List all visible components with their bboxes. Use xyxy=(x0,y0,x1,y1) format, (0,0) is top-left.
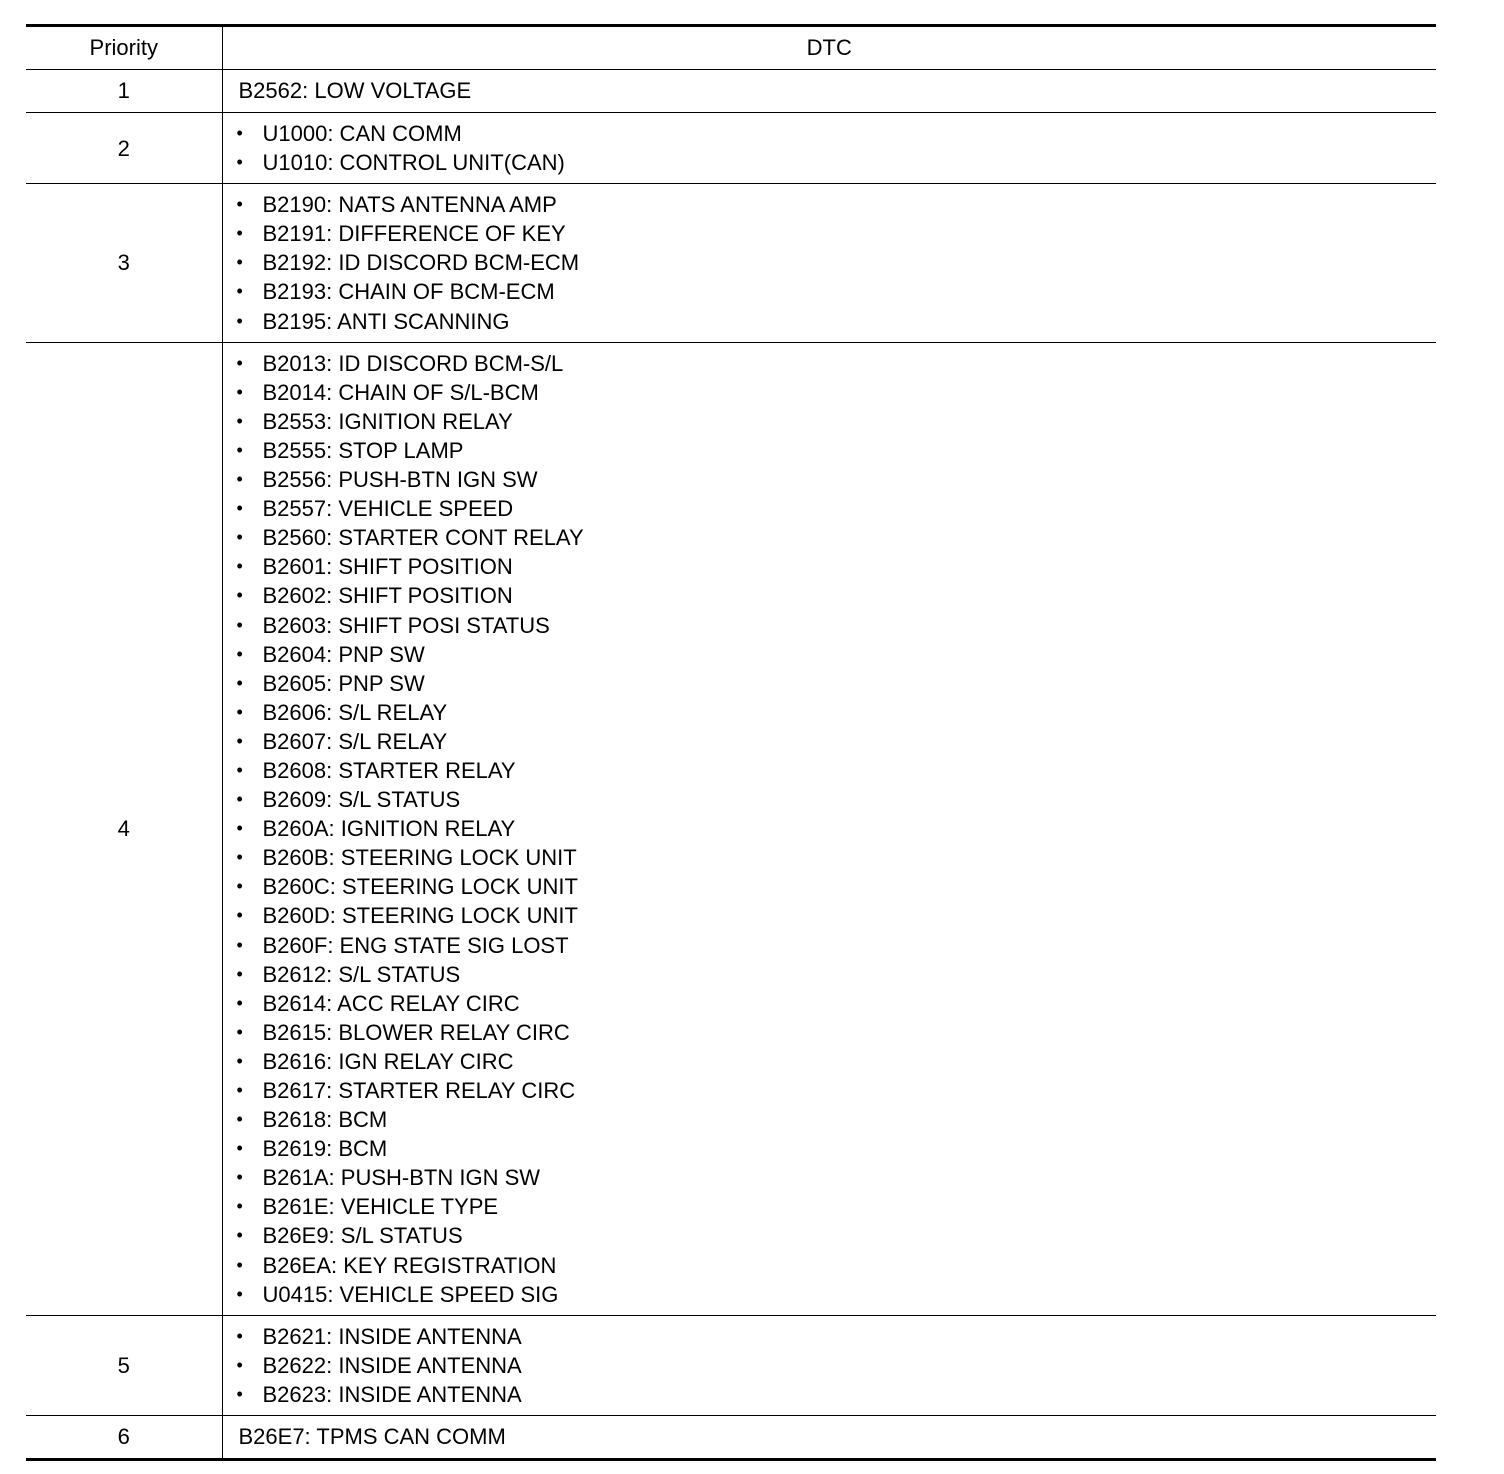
dtc-list-item: • B260C: STEERING LOCK UNIT xyxy=(237,872,1437,901)
dtc-list-item: • B26E9: S/L STATUS xyxy=(237,1221,1437,1250)
dtc-list-item: • B2622: INSIDE ANTENNA xyxy=(237,1351,1437,1380)
dtc-list-item: • B2195: ANTI SCANNING xyxy=(237,307,1437,336)
dtc-list-item: • B26EA: KEY REGISTRATION xyxy=(237,1251,1437,1280)
table-row xyxy=(26,184,1436,342)
dtc-list-item: • B260D: STEERING LOCK UNIT xyxy=(237,901,1437,930)
dtc-list-item: • B2621: INSIDE ANTENNA xyxy=(237,1322,1437,1351)
dtc-list-item: • B2604: PNP SW xyxy=(237,640,1437,669)
dtc-list-item: • B260B: STEERING LOCK UNIT xyxy=(237,843,1437,872)
dtc-list-item: • B2191: DIFFERENCE OF KEY xyxy=(237,219,1437,248)
dtc-list xyxy=(237,190,1437,335)
dtc-list xyxy=(237,119,1437,177)
dtc-list-item: • B2557: VEHICLE SPEED xyxy=(237,494,1437,523)
table-row xyxy=(26,70,1436,113)
dtc-list-item: • B2601: SHIFT POSITION xyxy=(237,552,1437,581)
dtc-column-header: DTC xyxy=(222,26,1436,70)
dtc-list-item: • B2617: STARTER RELAY CIRC xyxy=(237,1076,1437,1105)
dtc-list-item: • B2560: STARTER CONT RELAY xyxy=(237,523,1437,552)
priority-cell: 2 xyxy=(26,113,222,184)
table-row xyxy=(26,1416,1436,1460)
dtc-list-item: • B2606: S/L RELAY xyxy=(237,698,1437,727)
priority-cell: 3 xyxy=(26,184,222,342)
dtc-list-item: • B2603: SHIFT POSI STATUS xyxy=(237,611,1437,640)
dtc-list-item: • B2615: BLOWER RELAY CIRC xyxy=(237,1018,1437,1047)
dtc-list-item: • B2607: S/L RELAY xyxy=(237,727,1437,756)
dtc-list-item: • B2602: SHIFT POSITION xyxy=(237,581,1437,610)
dtc-list-item: • B260F: ENG STATE SIG LOST xyxy=(237,931,1437,960)
dtc-list-item: • B2192: ID DISCORD BCM-ECM xyxy=(237,248,1437,277)
dtc-list-item: • B260A: IGNITION RELAY xyxy=(237,814,1437,843)
dtc-cell xyxy=(222,184,1436,342)
priority-cell: 1 xyxy=(26,70,222,113)
dtc-cell: B2562: LOW VOLTAGE xyxy=(222,70,1436,113)
dtc-list-item: • U1000: CAN COMM xyxy=(237,119,1437,148)
dtc-list-item: • B2619: BCM xyxy=(237,1134,1437,1163)
dtc-list-item: • B2608: STARTER RELAY xyxy=(237,756,1437,785)
table-row xyxy=(26,113,1436,184)
dtc-list xyxy=(237,1322,1437,1409)
dtc-cell xyxy=(222,342,1436,1315)
dtc-list-item: • B2616: IGN RELAY CIRC xyxy=(237,1047,1437,1076)
header-row xyxy=(26,26,1436,70)
dtc-list-item: • B2553: IGNITION RELAY xyxy=(237,407,1437,436)
dtc-list-item: • B2190: NATS ANTENNA AMP xyxy=(237,190,1437,219)
dtc-priority-table xyxy=(26,24,1436,1461)
table-body xyxy=(26,70,1436,1460)
priority-cell: 6 xyxy=(26,1416,222,1460)
dtc-cell: B26E7: TPMS CAN COMM xyxy=(222,1416,1436,1460)
dtc-list-item: • B261E: VEHICLE TYPE xyxy=(237,1192,1437,1221)
dtc-list-item: • U0415: VEHICLE SPEED SIG xyxy=(237,1280,1437,1309)
table-row xyxy=(26,342,1436,1315)
dtc-cell xyxy=(222,113,1436,184)
dtc-list-item: • B2556: PUSH-BTN IGN SW xyxy=(237,465,1437,494)
priority-cell: 4 xyxy=(26,342,222,1315)
dtc-list-item: • B2014: CHAIN OF S/L-BCM xyxy=(237,378,1437,407)
priority-column-header: Priority xyxy=(26,26,222,70)
dtc-list-item: • B2555: STOP LAMP xyxy=(237,436,1437,465)
dtc-list-item: • B2623: INSIDE ANTENNA xyxy=(237,1380,1437,1409)
dtc-list-item: • B2013: ID DISCORD BCM-S/L xyxy=(237,349,1437,378)
dtc-list-item: • B2609: S/L STATUS xyxy=(237,785,1437,814)
dtc-cell xyxy=(222,1315,1436,1415)
priority-cell: 5 xyxy=(26,1315,222,1415)
dtc-list-item: • B2614: ACC RELAY CIRC xyxy=(237,989,1437,1018)
dtc-list-item: • U1010: CONTROL UNIT(CAN) xyxy=(237,148,1437,177)
dtc-list-item: • B2612: S/L STATUS xyxy=(237,960,1437,989)
table-row xyxy=(26,1315,1436,1415)
dtc-list-item: • B261A: PUSH-BTN IGN SW xyxy=(237,1163,1437,1192)
dtc-list-item: • B2605: PNP SW xyxy=(237,669,1437,698)
dtc-list-item: • B2193: CHAIN OF BCM-ECM xyxy=(237,277,1437,306)
dtc-list-item: • B2618: BCM xyxy=(237,1105,1437,1134)
dtc-list xyxy=(237,349,1437,1309)
